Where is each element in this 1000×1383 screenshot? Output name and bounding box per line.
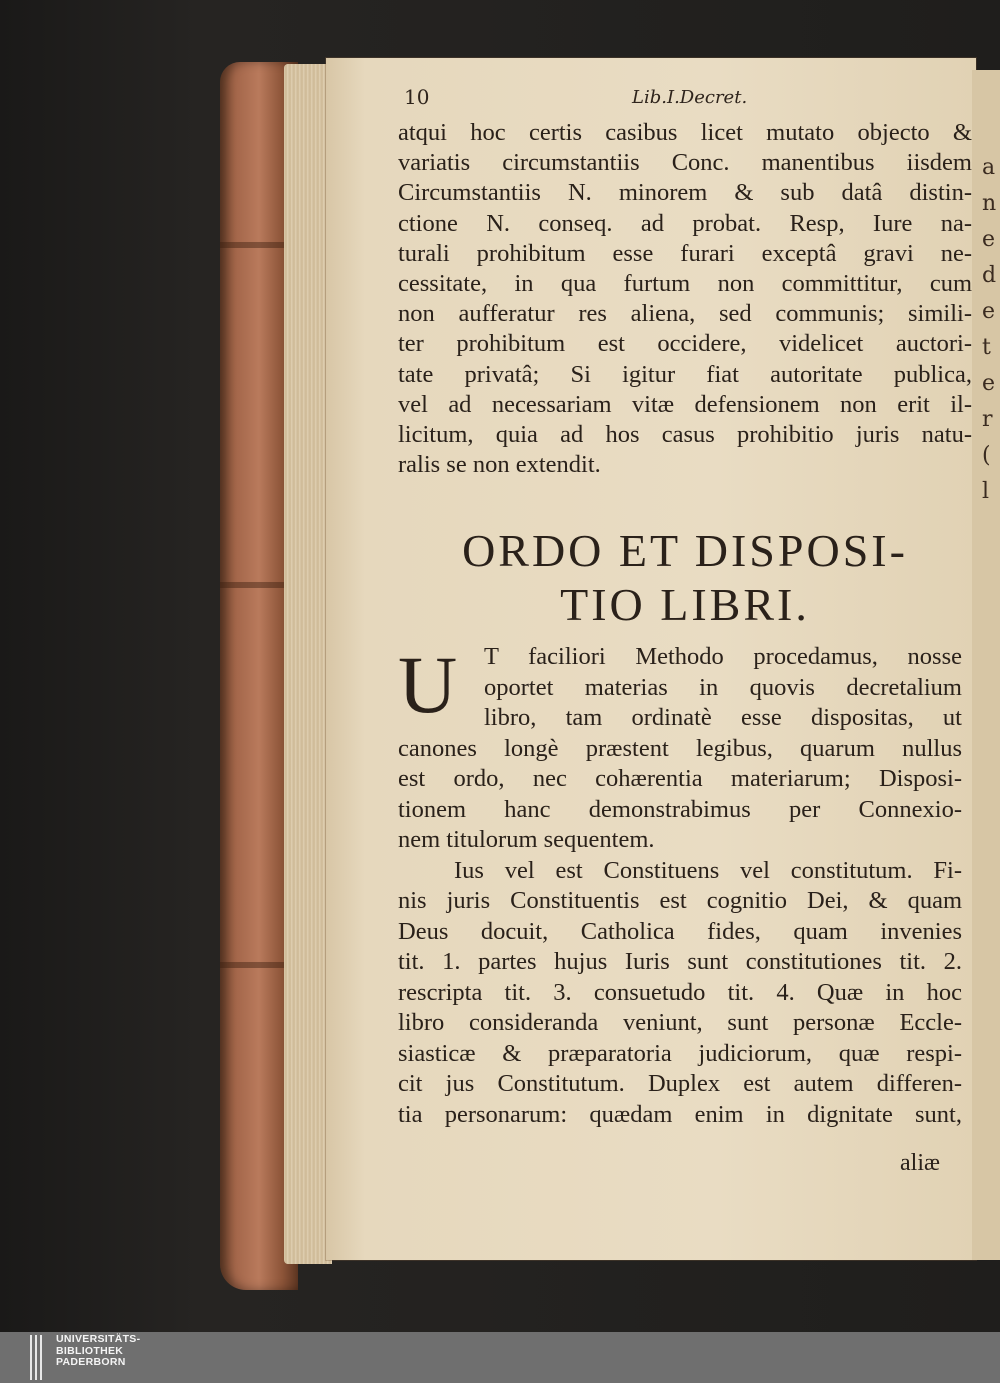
logo-line: BIBLIOTHEK xyxy=(56,1344,124,1357)
text-line: Ius vel est Constituens vel constitutum. Fi- xyxy=(454,856,962,884)
text-line: Circumstantiis N. minorem & sub datâ distin- xyxy=(398,179,972,207)
logo-line: UNIVERSITÄTS- xyxy=(56,1333,141,1345)
text-line: libro, tam ordinatè esse dispositas, ut xyxy=(484,704,962,731)
text-line: ctione N. conseq. ad probat. Resp, Iure na- xyxy=(398,209,972,237)
text-line: nis juris Constituentis est cognitio Dei, & quam xyxy=(398,887,962,914)
text-line: cit jus Constitutum. Duplex est autem differen- xyxy=(398,1070,962,1097)
library-logo-text xyxy=(56,1334,140,1369)
section-heading xyxy=(398,524,972,632)
text-line: est ordo, nec cohærentia materiarum; Disposi- xyxy=(398,765,962,792)
text-line: tate privatâ; Si igitur fiat autoritate publica, xyxy=(398,360,972,388)
text-line: tia personarum: quædam enim in dignitate sunt, xyxy=(398,1100,962,1128)
text-line: atqui hoc certis casibus licet mutato objecto & xyxy=(398,119,972,146)
text-line: variatis circumstantiis Conc. manentibus iisdem xyxy=(398,149,972,177)
text-line: ter prohibitum est occidere, videlicet auctori- xyxy=(398,330,972,358)
heading-line: ORDO ET DISPOSI- xyxy=(462,525,908,576)
page-number: 10 xyxy=(404,85,430,109)
drop-cap-initial: U xyxy=(398,639,458,730)
text-line: siasticæ & præparatoria judiciorum, quæ respi- xyxy=(398,1039,962,1067)
heading-line: TIO LIBRI. xyxy=(560,579,810,630)
text-line: vel ad necessariam vitæ defensionem non erit il- xyxy=(398,390,972,418)
catchword: aliæ xyxy=(900,1150,940,1176)
paragraph-3 xyxy=(398,856,962,1131)
footer-bar xyxy=(0,1332,1000,1383)
text-line: licitum, quia ad hos casus prohibitio juris natu- xyxy=(398,421,972,449)
running-head xyxy=(404,85,956,113)
paragraph-2 xyxy=(398,639,962,1130)
text-line: tionem hanc demonstrabimus per Connexio- xyxy=(398,795,962,823)
text-line: cessitate, in qua furtum non committitur, cum xyxy=(398,270,972,298)
next-page-fragment: a n e d e t e r ( l xyxy=(982,155,997,504)
text-line: non aufferatur res aliena, sed communis; simili- xyxy=(398,300,972,328)
text-line: tit. 1. partes hujus Iuris sunt constitutiones tit. 2. xyxy=(398,948,962,975)
text-line: oportet materias in quovis decretalium xyxy=(484,673,962,701)
text-line: rescripta tit. 3. consuetudo tit. 4. Quæ in hoc xyxy=(398,978,962,1006)
library-logo-icon xyxy=(30,1335,44,1380)
next-page-edge xyxy=(972,70,1000,1260)
text-line: Deus docuit, Catholica fides, quam invenies xyxy=(398,917,962,945)
running-title: Lib.I.Decret. xyxy=(632,87,748,108)
text-line: canones longè præstent legibus, quarum nullus xyxy=(398,734,962,762)
page-edges xyxy=(284,64,332,1264)
text-line: libro consideranda veniunt, sunt personæ Eccle- xyxy=(398,1009,962,1036)
logo-line: PADERBORN xyxy=(56,1356,126,1368)
text-line: turali prohibitum esse furari exceptâ gravi ne- xyxy=(398,239,972,267)
text-line: nem titulorum sequentem. xyxy=(398,826,655,853)
text-line: T faciliori Methodo procedamus, nosse xyxy=(484,643,962,670)
paragraph-1 xyxy=(398,118,972,480)
text-line: ralis se non extendit. xyxy=(398,451,601,479)
